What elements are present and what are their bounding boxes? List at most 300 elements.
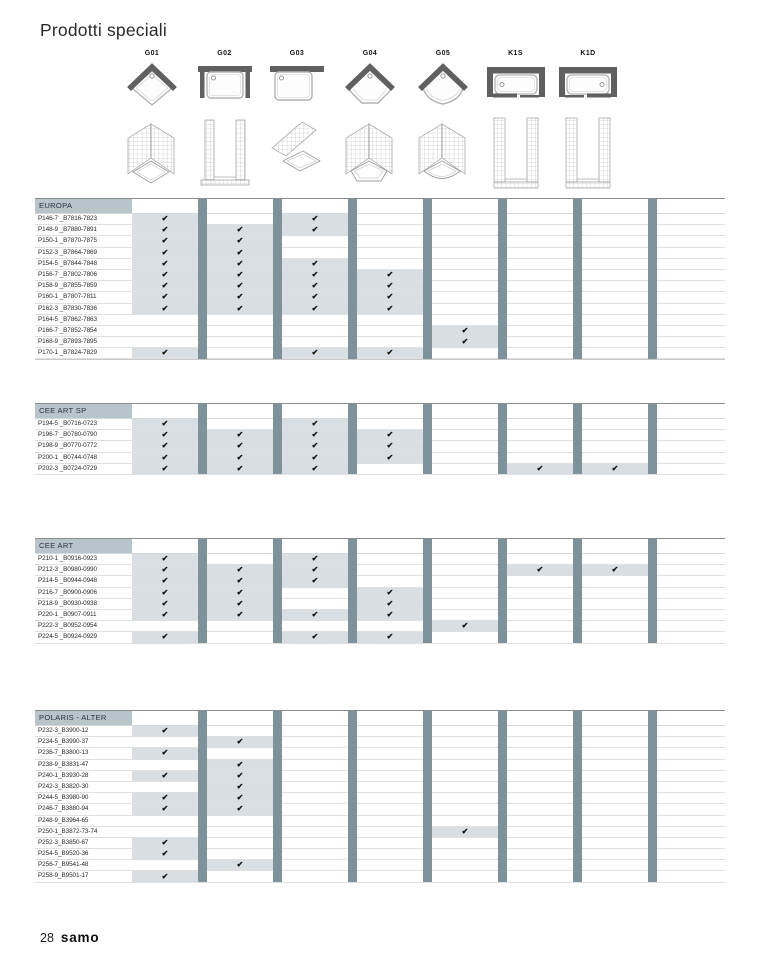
cell-G02 bbox=[207, 304, 282, 314]
cell-G01 bbox=[132, 871, 207, 881]
table-title: POLARIS - ALTER bbox=[39, 713, 107, 722]
cell-G02 bbox=[207, 748, 282, 758]
product-code: P162-3 _B7830-7836 bbox=[38, 304, 97, 312]
cell-K1D bbox=[582, 737, 657, 747]
cell-K1S bbox=[507, 292, 582, 302]
cell-K1S bbox=[507, 610, 582, 620]
table-row bbox=[35, 453, 725, 464]
cell-G01 bbox=[132, 337, 207, 347]
column-divider bbox=[498, 199, 507, 359]
cell-G05 bbox=[432, 588, 507, 598]
cell-K1D bbox=[582, 621, 657, 631]
cell-G05 bbox=[432, 304, 507, 314]
trailing-cell bbox=[657, 348, 725, 358]
check-icon: ✔ bbox=[161, 871, 169, 881]
check-icon: ✔ bbox=[236, 430, 244, 440]
cell-G05 bbox=[432, 610, 507, 620]
check-icon: ✔ bbox=[611, 463, 619, 473]
cell-G05 bbox=[432, 270, 507, 280]
check-icon: ✔ bbox=[386, 632, 394, 642]
cell-G03 bbox=[282, 632, 357, 642]
check-icon: ✔ bbox=[161, 292, 169, 302]
table-row bbox=[35, 214, 725, 225]
check-icon: ✔ bbox=[236, 737, 244, 747]
cell-G04 bbox=[357, 610, 432, 620]
table-row bbox=[35, 565, 725, 576]
corner-square-plan-icon bbox=[114, 63, 190, 113]
check-icon: ✔ bbox=[236, 860, 244, 870]
table-title: EUROPA bbox=[39, 201, 73, 210]
trailing-cell bbox=[657, 748, 725, 758]
trailing-cell bbox=[657, 782, 725, 792]
cell-G05 bbox=[432, 599, 507, 609]
cell-K1S bbox=[507, 726, 582, 736]
cell-G03 bbox=[282, 225, 357, 235]
cell-G05 bbox=[432, 259, 507, 269]
cell-G02 bbox=[207, 248, 282, 258]
trailing-cell bbox=[657, 565, 725, 575]
product-code: P214-5 _B0944-0948 bbox=[38, 577, 97, 585]
table-section-header bbox=[35, 404, 725, 419]
check-icon: ✔ bbox=[536, 463, 544, 473]
check-icon: ✔ bbox=[161, 214, 169, 224]
column-divider bbox=[273, 539, 282, 643]
column-divider bbox=[573, 404, 582, 474]
check-icon: ✔ bbox=[461, 826, 469, 836]
cell-G01 bbox=[132, 441, 207, 451]
cell-G02 bbox=[207, 838, 282, 848]
check-icon: ✔ bbox=[311, 452, 319, 462]
cell-G05 bbox=[432, 748, 507, 758]
cell-G03 bbox=[282, 737, 357, 747]
table-section bbox=[35, 198, 725, 360]
cell-G04 bbox=[357, 621, 432, 631]
cell-G01 bbox=[132, 804, 207, 814]
product-code: P148-9 _B7880-7891 bbox=[38, 226, 97, 234]
single-wall-plan-icon bbox=[259, 63, 335, 113]
table-row bbox=[35, 871, 725, 882]
corner-pentagon-3d-icon bbox=[332, 116, 408, 194]
cell-G05 bbox=[432, 315, 507, 325]
check-icon: ✔ bbox=[386, 430, 394, 440]
trailing-cell bbox=[657, 554, 725, 564]
cell-G05 bbox=[432, 793, 507, 803]
trailing-cell bbox=[657, 225, 725, 235]
cell-G05 bbox=[432, 771, 507, 781]
cell-G03 bbox=[282, 588, 357, 598]
cell-G01 bbox=[132, 259, 207, 269]
cell-G02 bbox=[207, 326, 282, 336]
check-icon: ✔ bbox=[161, 419, 169, 429]
check-icon: ✔ bbox=[236, 587, 244, 597]
cell-G01 bbox=[132, 576, 207, 586]
cell-G02 bbox=[207, 621, 282, 631]
cell-K1S bbox=[507, 464, 582, 474]
cell-K1D bbox=[582, 304, 657, 314]
trailing-cell bbox=[657, 871, 725, 881]
check-icon: ✔ bbox=[161, 748, 169, 758]
cell-G03 bbox=[282, 849, 357, 859]
trailing-cell bbox=[657, 771, 725, 781]
check-icon: ✔ bbox=[161, 348, 169, 358]
column-label-G05: G05 bbox=[435, 50, 451, 57]
cell-G02 bbox=[207, 270, 282, 280]
column-label-G01: G01 bbox=[144, 50, 160, 57]
cell-G03 bbox=[282, 348, 357, 358]
cell-G02 bbox=[207, 827, 282, 837]
cell-G04 bbox=[357, 441, 432, 451]
cell-G03 bbox=[282, 337, 357, 347]
cell-G03 bbox=[282, 565, 357, 575]
cell-G05 bbox=[432, 337, 507, 347]
check-icon: ✔ bbox=[236, 441, 244, 451]
cell-G01 bbox=[132, 554, 207, 564]
cell-G02 bbox=[207, 860, 282, 870]
cell-G03 bbox=[282, 816, 357, 826]
cell-G02 bbox=[207, 214, 282, 224]
cell-G04 bbox=[357, 270, 432, 280]
product-code: P164-5 _B7862-7863 bbox=[38, 315, 97, 323]
check-icon: ✔ bbox=[311, 348, 319, 358]
table-row bbox=[35, 348, 725, 359]
trailing-cell bbox=[657, 610, 725, 620]
column-label-G04: G04 bbox=[362, 50, 378, 57]
trailing-cell bbox=[657, 337, 725, 347]
cell-G02 bbox=[207, 430, 282, 440]
cell-G01 bbox=[132, 304, 207, 314]
check-icon: ✔ bbox=[311, 258, 319, 268]
cell-K1S bbox=[507, 860, 582, 870]
trailing-cell bbox=[657, 281, 725, 291]
table-row bbox=[35, 610, 725, 621]
cell-G05 bbox=[432, 726, 507, 736]
cell-G04 bbox=[357, 281, 432, 291]
cell-G01 bbox=[132, 315, 207, 325]
page-footer bbox=[40, 930, 99, 945]
cell-G01 bbox=[132, 632, 207, 642]
trailing-cell bbox=[657, 737, 725, 747]
product-code: P194-5 _B0716-0723 bbox=[38, 420, 97, 427]
cell-G03 bbox=[282, 430, 357, 440]
table-row bbox=[35, 281, 725, 292]
table-section bbox=[35, 710, 725, 883]
cell-K1D bbox=[582, 326, 657, 336]
check-icon: ✔ bbox=[461, 621, 469, 631]
table-row bbox=[35, 430, 725, 441]
cell-G05 bbox=[432, 326, 507, 336]
cell-G03 bbox=[282, 554, 357, 564]
cell-K1S bbox=[507, 849, 582, 859]
trailing-cell bbox=[657, 827, 725, 837]
cell-G05 bbox=[432, 464, 507, 474]
cell-G03 bbox=[282, 464, 357, 474]
cell-K1S bbox=[507, 804, 582, 814]
cell-G02 bbox=[207, 632, 282, 642]
check-icon: ✔ bbox=[236, 281, 244, 291]
column-divider bbox=[198, 404, 207, 474]
page-number: 28 bbox=[40, 931, 54, 945]
cell-G03 bbox=[282, 871, 357, 881]
check-icon: ✔ bbox=[311, 270, 319, 280]
cell-G05 bbox=[432, 453, 507, 463]
column-divider bbox=[348, 711, 357, 882]
column-divider bbox=[648, 539, 657, 643]
table-row bbox=[35, 554, 725, 565]
check-icon: ✔ bbox=[161, 281, 169, 291]
cell-G05 bbox=[432, 871, 507, 881]
cell-K1S bbox=[507, 453, 582, 463]
check-icon: ✔ bbox=[161, 452, 169, 462]
trailing-cell bbox=[657, 849, 725, 859]
cell-K1D bbox=[582, 849, 657, 859]
cell-K1S bbox=[507, 576, 582, 586]
cell-G03 bbox=[282, 453, 357, 463]
product-code: P224-5 _B0924-0929 bbox=[38, 633, 97, 641]
column-divider bbox=[198, 711, 207, 882]
product-code: P254-5_B9520-36 bbox=[38, 850, 89, 858]
product-code: P238-9_B3831-47 bbox=[38, 760, 89, 768]
check-icon: ✔ bbox=[311, 419, 319, 429]
column-divider bbox=[648, 199, 657, 359]
cell-G04 bbox=[357, 214, 432, 224]
table-row bbox=[35, 315, 725, 326]
cell-G03 bbox=[282, 827, 357, 837]
check-icon: ✔ bbox=[236, 804, 244, 814]
check-icon: ✔ bbox=[236, 292, 244, 302]
table-row bbox=[35, 632, 725, 643]
check-icon: ✔ bbox=[236, 270, 244, 280]
column-divider bbox=[273, 404, 282, 474]
cell-G03 bbox=[282, 236, 357, 246]
cell-K1D bbox=[582, 248, 657, 258]
cell-G01 bbox=[132, 816, 207, 826]
cell-G04 bbox=[357, 419, 432, 429]
table-row bbox=[35, 782, 725, 793]
product-code: P170-1 _B7824-7829 bbox=[38, 349, 97, 357]
product-code: P200-1 _B0744-0748 bbox=[38, 453, 97, 461]
product-code: P234-5_B3990-37 bbox=[38, 738, 89, 746]
column-header-G04 bbox=[332, 50, 408, 194]
cell-G02 bbox=[207, 782, 282, 792]
cell-G01 bbox=[132, 281, 207, 291]
cell-K1S bbox=[507, 236, 582, 246]
column-divider bbox=[498, 404, 507, 474]
check-icon: ✔ bbox=[161, 236, 169, 246]
cell-K1D bbox=[582, 599, 657, 609]
cell-K1S bbox=[507, 259, 582, 269]
cell-G04 bbox=[357, 554, 432, 564]
cell-G04 bbox=[357, 248, 432, 258]
check-icon: ✔ bbox=[161, 793, 169, 803]
product-code: P236-7_B3800-13 bbox=[38, 749, 89, 757]
product-code: P222-3 _B0952-0954 bbox=[38, 622, 97, 630]
check-icon: ✔ bbox=[161, 770, 169, 780]
check-icon: ✔ bbox=[161, 576, 169, 586]
check-icon: ✔ bbox=[161, 303, 169, 313]
check-icon: ✔ bbox=[236, 258, 244, 268]
corner-square-3d-icon bbox=[114, 116, 190, 194]
single-wall-3d-icon bbox=[259, 116, 335, 194]
check-icon: ✔ bbox=[386, 610, 394, 620]
table-row bbox=[35, 419, 725, 430]
check-icon: ✔ bbox=[161, 270, 169, 280]
column-label-K1D: K1D bbox=[580, 50, 596, 57]
table-row bbox=[35, 441, 725, 452]
check-icon: ✔ bbox=[161, 849, 169, 859]
cell-K1S bbox=[507, 816, 582, 826]
table-row bbox=[35, 337, 725, 348]
cell-K1D bbox=[582, 281, 657, 291]
table-row bbox=[35, 588, 725, 599]
cell-K1S bbox=[507, 632, 582, 642]
column-label-K1S: K1S bbox=[508, 50, 523, 57]
cell-G02 bbox=[207, 337, 282, 347]
cell-K1D bbox=[582, 453, 657, 463]
check-icon: ✔ bbox=[161, 247, 169, 257]
check-icon: ✔ bbox=[236, 610, 244, 620]
cell-G02 bbox=[207, 565, 282, 575]
cell-K1S bbox=[507, 214, 582, 224]
cell-G05 bbox=[432, 816, 507, 826]
check-icon: ✔ bbox=[161, 258, 169, 268]
product-code: P198-9 _B0770-0772 bbox=[38, 442, 97, 450]
bathtub-right-plan-icon bbox=[550, 63, 626, 113]
check-icon: ✔ bbox=[161, 610, 169, 620]
check-icon: ✔ bbox=[161, 441, 169, 451]
table-row bbox=[35, 576, 725, 587]
cell-G04 bbox=[357, 348, 432, 358]
check-icon: ✔ bbox=[236, 247, 244, 257]
product-code: P156-7 _B7802-7806 bbox=[38, 270, 97, 278]
cell-G03 bbox=[282, 771, 357, 781]
column-divider bbox=[498, 711, 507, 882]
table-row bbox=[35, 827, 725, 838]
cell-G05 bbox=[432, 419, 507, 429]
cell-G05 bbox=[432, 348, 507, 358]
cell-G01 bbox=[132, 292, 207, 302]
trailing-cell bbox=[657, 430, 725, 440]
cell-G04 bbox=[357, 782, 432, 792]
product-code: P146-7 _B7816-7823 bbox=[38, 215, 97, 222]
cell-G01 bbox=[132, 838, 207, 848]
cell-G01 bbox=[132, 248, 207, 258]
cell-G01 bbox=[132, 236, 207, 246]
trailing-cell bbox=[657, 441, 725, 451]
cell-K1S bbox=[507, 565, 582, 575]
check-icon: ✔ bbox=[236, 770, 244, 780]
cell-G04 bbox=[357, 838, 432, 848]
page-title: Prodotti speciali bbox=[40, 20, 167, 40]
cell-G04 bbox=[357, 464, 432, 474]
cell-G03 bbox=[282, 419, 357, 429]
product-code: P242-3_B3820-30 bbox=[38, 782, 89, 790]
cell-G02 bbox=[207, 793, 282, 803]
cell-G01 bbox=[132, 588, 207, 598]
cell-K1D bbox=[582, 838, 657, 848]
cell-G01 bbox=[132, 430, 207, 440]
cell-K1D bbox=[582, 871, 657, 881]
check-icon: ✔ bbox=[236, 452, 244, 462]
check-icon: ✔ bbox=[236, 565, 244, 575]
cell-G01 bbox=[132, 737, 207, 747]
column-divider bbox=[498, 539, 507, 643]
cell-G01 bbox=[132, 599, 207, 609]
check-icon: ✔ bbox=[236, 576, 244, 586]
cell-G01 bbox=[132, 419, 207, 429]
cell-K1D bbox=[582, 860, 657, 870]
table-row bbox=[35, 771, 725, 782]
brand-logo: samo bbox=[60, 930, 100, 945]
cell-G05 bbox=[432, 441, 507, 451]
table-row bbox=[35, 270, 725, 281]
check-icon: ✔ bbox=[161, 837, 169, 847]
check-icon: ✔ bbox=[161, 463, 169, 473]
bathtub-right-3d-icon bbox=[550, 116, 626, 194]
cell-G02 bbox=[207, 419, 282, 429]
product-code: P248-9_B3964-65 bbox=[38, 816, 89, 824]
cell-G02 bbox=[207, 259, 282, 269]
cell-G03 bbox=[282, 270, 357, 280]
cell-G02 bbox=[207, 554, 282, 564]
cell-G03 bbox=[282, 748, 357, 758]
cell-G04 bbox=[357, 259, 432, 269]
cell-G03 bbox=[282, 326, 357, 336]
cell-G05 bbox=[432, 838, 507, 848]
cell-G01 bbox=[132, 827, 207, 837]
niche-three-wall-plan-icon bbox=[187, 63, 263, 113]
cell-G05 bbox=[432, 576, 507, 586]
check-icon: ✔ bbox=[161, 632, 169, 642]
cell-G04 bbox=[357, 771, 432, 781]
cell-G05 bbox=[432, 248, 507, 258]
cell-K1D bbox=[582, 771, 657, 781]
cell-G04 bbox=[357, 849, 432, 859]
table-section bbox=[35, 403, 725, 475]
cell-K1D bbox=[582, 827, 657, 837]
trailing-cell bbox=[657, 599, 725, 609]
cell-G01 bbox=[132, 464, 207, 474]
check-icon: ✔ bbox=[161, 726, 169, 736]
column-divider bbox=[648, 404, 657, 474]
cell-G02 bbox=[207, 315, 282, 325]
check-icon: ✔ bbox=[386, 587, 394, 597]
trailing-cell bbox=[657, 248, 725, 258]
table-row bbox=[35, 849, 725, 860]
cell-G04 bbox=[357, 453, 432, 463]
check-icon: ✔ bbox=[236, 225, 244, 235]
check-icon: ✔ bbox=[311, 610, 319, 620]
cell-K1D bbox=[582, 610, 657, 620]
check-icon: ✔ bbox=[311, 225, 319, 235]
cell-K1S bbox=[507, 430, 582, 440]
cell-K1S bbox=[507, 281, 582, 291]
table-row bbox=[35, 838, 725, 849]
check-icon: ✔ bbox=[311, 463, 319, 473]
product-code: P220-1 _B0907-0911 bbox=[38, 610, 97, 618]
cell-K1S bbox=[507, 441, 582, 451]
table-row bbox=[35, 236, 725, 247]
cell-K1D bbox=[582, 554, 657, 564]
product-code: P258-9_B9501-17 bbox=[38, 872, 89, 880]
cell-K1D bbox=[582, 588, 657, 598]
cell-G04 bbox=[357, 737, 432, 747]
trailing-cell bbox=[657, 760, 725, 770]
column-divider bbox=[573, 711, 582, 882]
trailing-cell bbox=[657, 236, 725, 246]
cell-G03 bbox=[282, 860, 357, 870]
cell-G03 bbox=[282, 838, 357, 848]
table-row bbox=[35, 304, 725, 315]
